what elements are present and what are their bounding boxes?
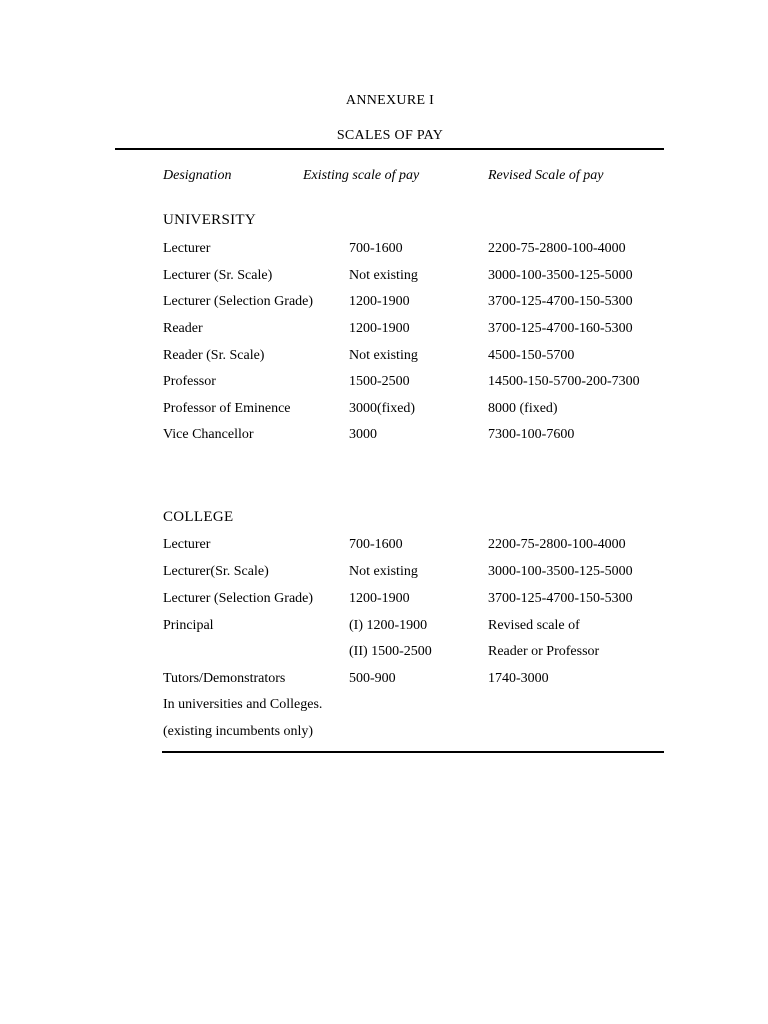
table-row [0, 724, 768, 744]
column-header-revised: Revised Scale of pay [488, 168, 604, 183]
existing-scale-cell: Not existing [349, 268, 418, 283]
table-row [0, 697, 768, 717]
designation-cell: Professor of Eminence [163, 401, 291, 416]
revised-scale-cell: 3000-100-3500-125-5000 [488, 564, 633, 579]
table-row [0, 374, 768, 394]
table-row [0, 537, 768, 557]
designation-cell: Reader (Sr. Scale) [163, 348, 265, 363]
revised-scale-cell: 14500-150-5700-200-7300 [488, 374, 640, 389]
table-row [0, 564, 768, 584]
table-row [0, 321, 768, 341]
designation-cell: Professor [163, 374, 216, 389]
section-title-university: UNIVERSITY [163, 212, 256, 228]
designation-cell: Tutors/Demonstrators [163, 671, 286, 686]
existing-scale-cell: (I) 1200-1900 [349, 618, 428, 633]
revised-scale-cell: 3700-125-4700-150-5300 [488, 591, 633, 606]
table-row [0, 427, 768, 447]
existing-scale-cell: 700-1600 [349, 537, 403, 552]
table-row [0, 618, 768, 638]
revised-scale-cell: 1740-3000 [488, 671, 549, 686]
designation-cell: Lecturer (Selection Grade) [163, 294, 314, 309]
designation-cell: Vice Chancellor [163, 427, 254, 442]
existing-scale-cell: 1200-1900 [349, 321, 410, 336]
table-row [0, 294, 768, 314]
revised-scale-cell: 3000-100-3500-125-5000 [488, 268, 633, 283]
section-title-college: COLLEGE [163, 509, 234, 525]
document-title: SCALES OF PAY [336, 128, 444, 143]
revised-scale-cell: Reader or Professor [488, 644, 600, 659]
revised-scale-cell: 2200-75-2800-100-4000 [488, 241, 626, 256]
existing-scale-cell: 1200-1900 [349, 294, 410, 309]
designation-cell: Lecturer (Sr. Scale) [163, 268, 273, 283]
revised-scale-cell: 3700-125-4700-160-5300 [488, 321, 633, 336]
top-rule [115, 148, 664, 150]
table-row [0, 401, 768, 421]
designation-cell: Lecturer(Sr. Scale) [163, 564, 269, 579]
designation-cell: Lecturer [163, 241, 211, 256]
designation-cell: Lecturer [163, 537, 211, 552]
existing-scale-cell: Not existing [349, 564, 418, 579]
column-header-designation: Designation [163, 168, 232, 183]
designation-cell: Reader [163, 321, 203, 336]
existing-scale-cell: 1500-2500 [349, 374, 410, 389]
column-header-existing: Existing scale of pay [303, 168, 420, 183]
revised-scale-cell: 7300-100-7600 [488, 427, 575, 442]
existing-scale-cell: 700-1600 [349, 241, 403, 256]
revised-scale-cell: 4500-150-5700 [488, 348, 575, 363]
bottom-rule [162, 751, 664, 753]
revised-scale-cell: 2200-75-2800-100-4000 [488, 537, 626, 552]
table-row [0, 644, 768, 664]
table-row [0, 591, 768, 611]
existing-scale-cell: 500-900 [349, 671, 396, 686]
designation-cell: In universities and Colleges. [163, 697, 323, 712]
table-row [0, 268, 768, 288]
existing-scale-cell: (II) 1500-2500 [349, 644, 432, 659]
table-row [0, 348, 768, 368]
designation-cell: Principal [163, 618, 214, 633]
existing-scale-cell: 3000 [349, 427, 377, 442]
revised-scale-cell: 8000 (fixed) [488, 401, 558, 416]
existing-scale-cell: 1200-1900 [349, 591, 410, 606]
existing-scale-cell: Not existing [349, 348, 418, 363]
revised-scale-cell: Revised scale of [488, 618, 580, 633]
table-row [0, 241, 768, 261]
designation-cell: (existing incumbents only) [163, 724, 314, 739]
existing-scale-cell: 3000(fixed) [349, 401, 416, 416]
revised-scale-cell: 3700-125-4700-150-5300 [488, 294, 633, 309]
designation-cell: Lecturer (Selection Grade) [163, 591, 314, 606]
annexure-heading: ANNEXURE I [345, 93, 435, 108]
table-row [0, 671, 768, 691]
